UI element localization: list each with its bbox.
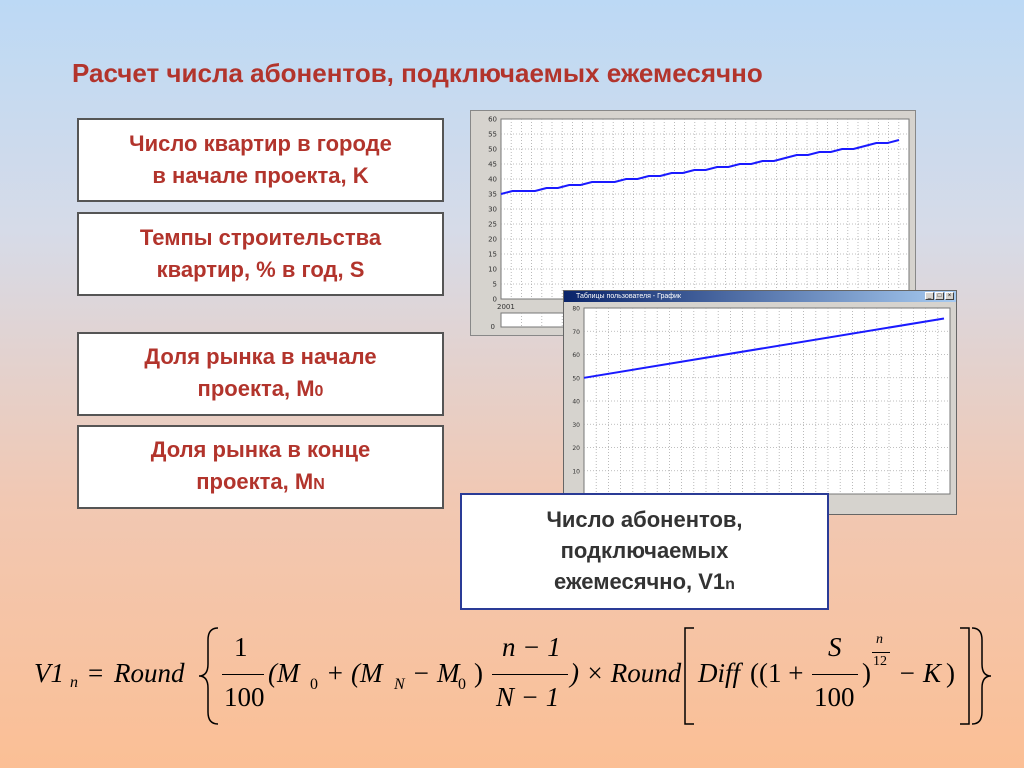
formula-minus-m0-sub: 0: [458, 676, 466, 693]
y-tick-label: 45: [488, 160, 497, 169]
y-tick-label: 25: [488, 220, 497, 229]
x-tick-label: 2001: [497, 303, 515, 311]
y-tick-label: 50: [572, 375, 580, 383]
result-line1: Число абонентов,: [546, 506, 743, 532]
formula-round1: Round: [114, 658, 185, 688]
formula-frac3-num: S: [828, 632, 842, 662]
box-market-m0-sub: 0: [314, 382, 324, 400]
formula-lhs-sub: n: [70, 674, 78, 691]
formula-frac3-line: [812, 674, 858, 675]
box-apartments-line1: Число квартир в городе: [129, 131, 392, 156]
formula-frac2-den: N − 1: [496, 682, 560, 712]
formula-frac1-line: [222, 674, 264, 675]
formula-minus-m0: − M: [412, 658, 460, 688]
window-titlebar: [564, 291, 956, 302]
formula-m0-sub: 0: [310, 676, 318, 693]
formula-diff: Diff: [698, 658, 741, 688]
y-tick-label: 0: [492, 295, 497, 304]
formula-m0-open: (M: [268, 658, 300, 688]
formula-minus-k: − K: [898, 658, 941, 688]
box-apartments-line2: в начале проекта, K: [152, 163, 369, 188]
box-construction-line2: квартир, % в год, S: [156, 257, 365, 282]
box-market-m0-line2: проекта, M: [197, 375, 315, 401]
y-tick-label: 70: [572, 328, 580, 336]
box-construction-line1: Темпы строительства: [139, 225, 382, 250]
y-tick-label: 55: [488, 130, 497, 139]
formula-frac3-den: 100: [814, 682, 855, 712]
chart-market-share: [564, 302, 958, 515]
formula-lhs: V1: [34, 658, 64, 688]
y-tick-label: 20: [488, 235, 497, 244]
box-market-m0: [77, 332, 444, 416]
formula-left-bracket: [682, 624, 696, 728]
y-tick-label: 40: [572, 398, 580, 406]
y-tick-label: 60: [488, 115, 497, 124]
formula-open-paren2: ((1 +: [750, 658, 804, 688]
y-tick-label: 35: [488, 190, 497, 199]
box-market-mn-line1: Доля рынка в конце: [150, 436, 371, 462]
formula-mn: + (M: [326, 658, 383, 688]
y-tick-label: 10: [572, 468, 580, 476]
formula: [34, 624, 994, 728]
formula-times-round: ) × Round: [570, 658, 682, 688]
box-apartments-k: [77, 118, 444, 202]
formula-equals: =: [88, 658, 104, 688]
y-tick-label: 30: [572, 421, 580, 429]
box-market-mn-line2: проекта, M: [196, 468, 314, 494]
box-market-m0-line1: Доля рынка в начале: [144, 343, 377, 369]
result-line2: подключаемых: [560, 537, 729, 563]
chart-window-market-share: [563, 290, 957, 515]
slide-title: Расчет числа абонентов, подключаемых ежемесячно: [72, 58, 763, 88]
formula-right-brace: [970, 624, 994, 728]
window-title: Таблицы пользователя - График: [576, 293, 681, 300]
formula-frac1-den: 100: [224, 682, 265, 712]
minimize-button[interactable]: _: [925, 292, 934, 300]
formula-exp-line: [872, 652, 890, 653]
y-tick-label: 80: [572, 305, 580, 313]
y-tick-label: 20: [572, 445, 580, 452]
maximize-button[interactable]: □: [935, 292, 944, 300]
y-tick-label: 5: [492, 280, 497, 289]
formula-mn-sub: N: [394, 676, 405, 693]
y-tick-label: 60: [572, 352, 580, 359]
formula-exp-num: n: [876, 632, 883, 647]
close-button[interactable]: ×: [945, 292, 954, 300]
formula-exp-den: 12: [873, 654, 887, 669]
formula-frac2-num: n − 1: [502, 632, 561, 662]
formula-close-paren2: ): [946, 658, 955, 688]
y-tick-label: 15: [488, 250, 497, 259]
result-line3: ежемесячно, V1: [554, 568, 726, 594]
y-tick-label: 10: [488, 265, 497, 274]
formula-frac2-line: [492, 674, 568, 675]
result-sub: n: [725, 575, 735, 593]
formula-frac1-num: 1: [234, 632, 248, 662]
y-tick-label: 40: [488, 175, 497, 184]
formula-close-paren: ): [474, 658, 483, 688]
box-market-mn-sub: N: [313, 475, 325, 493]
box-construction-s: [77, 212, 444, 296]
lower-axis-label: 0: [490, 323, 495, 331]
formula-left-brace: [194, 624, 224, 728]
box-market-mn: [77, 425, 444, 509]
formula-close-exp: ): [862, 658, 871, 688]
box-result-v1n: [460, 493, 829, 610]
y-tick-label: 50: [488, 145, 497, 154]
y-tick-label: 30: [488, 205, 497, 214]
